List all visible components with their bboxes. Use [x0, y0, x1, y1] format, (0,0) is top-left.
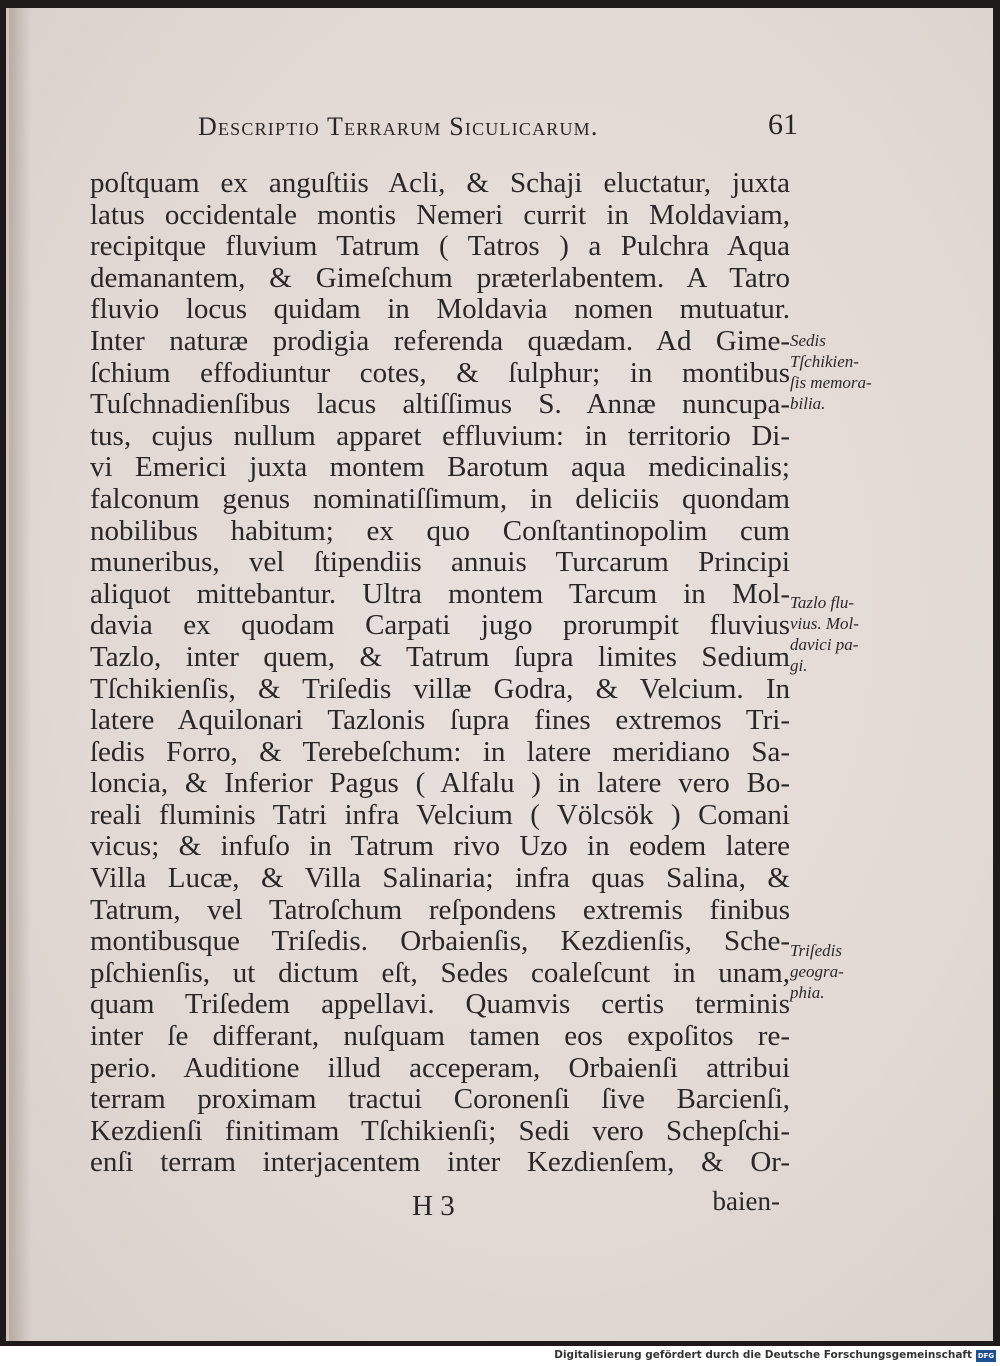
credit-bar: [0, 1346, 1000, 1366]
text-line: ſedis Forro, & Terebeſchum: in latere meridiano Sa-: [90, 735, 790, 768]
text-line: fluvio locus quidam in Moldavia nomen mutuatur.: [90, 293, 790, 326]
text-line: vi Emerici juxta montem Barotum aqua medicinalis;: [90, 451, 790, 484]
text-line: reali fluminis Tatri infra Velcium ( Völcsök ) Comani: [90, 798, 790, 831]
text-line: tus, cujus nullum apparet effluvium: in territorio Di-: [90, 419, 790, 452]
text-line: demanantem, & Gimeſchum præterlabentem. A Tatro: [90, 261, 790, 294]
text-line: recipitque fluvium Tatrum ( Tatros ) a Pulchra Aqua: [90, 230, 790, 263]
margin-note-line: geogra-: [790, 962, 844, 981]
text-line: Inter naturæ prodigia referenda quædam. Ad Gime-: [90, 324, 790, 357]
margin-note: [790, 330, 872, 414]
margin-note: [790, 940, 844, 1003]
text-line: quam Triſedem appellavi. Quamvis certis terminis: [90, 988, 790, 1021]
text-line: aliquot mittebantur. Ultra montem Tarcum in Mol-: [90, 577, 790, 610]
page-footer: [90, 1186, 790, 1222]
text-line: latere Aquilonari Tazlonis ſupra fines extremos Tri-: [90, 704, 790, 737]
text-line: poſtquam ex anguſtiis Acli, & Schaji eluctatur, juxta: [90, 167, 790, 199]
text-line: ſchium effodiuntur cotes, & ſulphur; in montibus: [90, 356, 790, 389]
text-line: Tuſchnadienſibus lacus altiſſimus S. Annæ nuncupa-: [90, 388, 790, 421]
text-line: Tazlo, inter quem, & Tatrum ſupra limites Sedium: [90, 640, 790, 673]
credit-text: Digitalisierung gefördert durch die Deutsche Forschungsgemeinschaft: [554, 1349, 972, 1361]
gutter-shadow: [9, 8, 31, 1341]
body-text: [90, 168, 790, 1179]
text-line: inter ſe differant, nuſquam tamen eos expoſitos re-: [90, 1020, 790, 1053]
text-line: Villa Lucæ, & Villa Salinaria; infra quas Salina, &: [90, 862, 790, 895]
margin-note-line: gi.: [790, 656, 808, 675]
margin-note-line: phia.: [790, 983, 825, 1002]
text-line: montibusque Triſedis. Orbaienſis, Kezdienſis, Sche-: [90, 925, 790, 958]
dfg-logo-icon: DFG: [977, 1352, 995, 1360]
text-line: davia ex quodam Carpati jugo prorumpit fluvius: [90, 609, 790, 642]
signature-mark: H 3: [412, 1190, 455, 1222]
margin-note-line: Triſedis: [790, 941, 842, 960]
text-line: perio. Auditione illud acceperam, Orbaienſi attribui: [90, 1051, 790, 1084]
text-line: Tatrum, vel Tatroſchum reſpondens extremis finibus: [90, 893, 790, 926]
text-line: pſchienſis, ut dictum eſt, Sedes coaleſcunt in unam,: [90, 956, 790, 989]
text-line: enſi terram interjacentem inter Kezdienſem, & Or-: [90, 1146, 790, 1179]
text-line: terram proximam tractui Coronenſi ſive Barcienſi,: [90, 1083, 790, 1116]
margin-note-line: Tſchikien-: [790, 352, 859, 371]
margin-note-line: ſis memora-: [790, 373, 872, 392]
page-header: [198, 108, 798, 152]
margin-note-line: Tazlo flu-: [790, 593, 855, 612]
text-line: Tſchikienſis, & Triſedis villæ Godra, & Velcium. In: [90, 672, 790, 705]
text-line: muneribus, vel ſtipendiis annuis Turcarum Principi: [90, 546, 790, 579]
text-line: vicus; & infuſo in Tatrum rivo Uzo in eodem latere: [90, 830, 790, 863]
text-line: loncia, & Inferior Pagus ( Alfalu ) in latere vero Bo-: [90, 767, 790, 800]
margin-note-line: bilia.: [790, 394, 826, 413]
text-line: falconum genus nominatiſſimum, in deliciis quondam: [90, 482, 790, 515]
margin-note-line: davici pa-: [790, 635, 859, 654]
text-line: nobilibus habitum; ex quo Conſtantinopolim cum: [90, 514, 790, 547]
margin-note-line: vius. Mol-: [790, 614, 859, 633]
margin-note: [790, 592, 859, 676]
page-number: 61: [768, 108, 798, 141]
margin-note-line: Sedis: [790, 331, 826, 350]
catchword: baien-: [712, 1186, 780, 1216]
text-line: Kezdienſi finitimam Tſchikienſi; Sedi vero Schepſchi-: [90, 1114, 790, 1147]
text-line: latus occidentale montis Nemeri currit in Moldaviam,: [90, 198, 790, 231]
running-title: Descriptio Terrarum Siculicarum.: [198, 112, 599, 141]
